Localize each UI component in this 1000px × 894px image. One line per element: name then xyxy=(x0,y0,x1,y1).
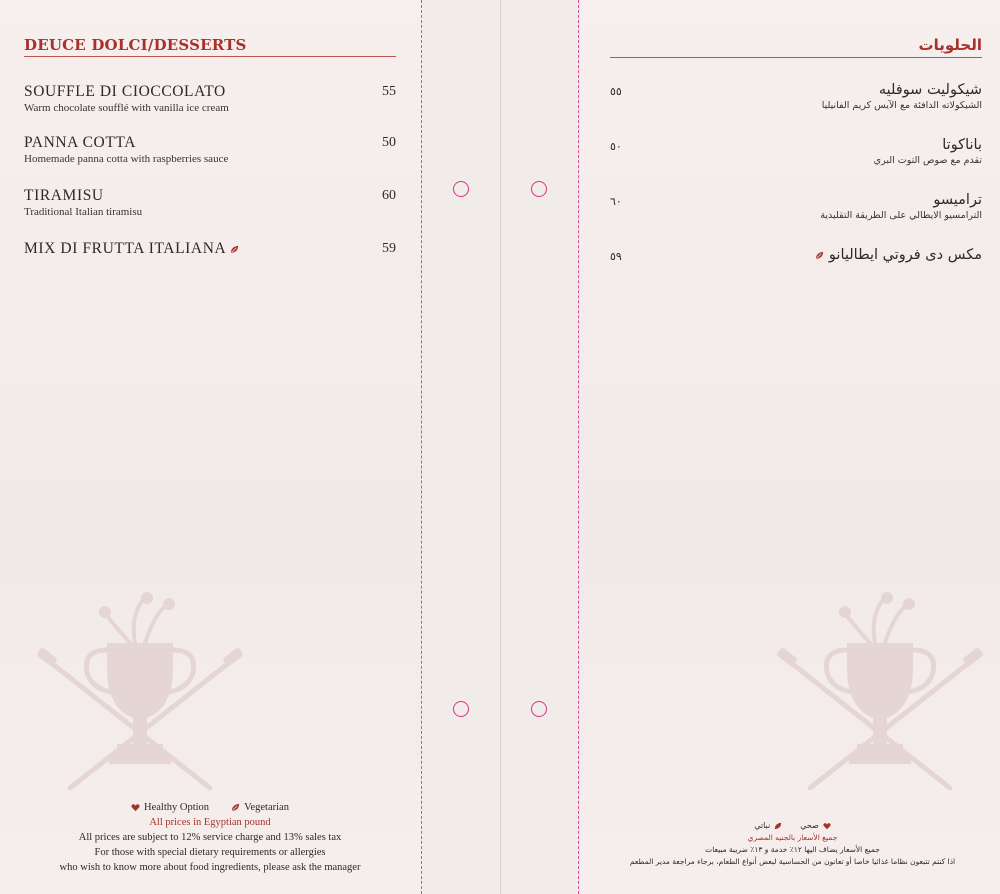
legend-vegetarian xyxy=(231,800,289,815)
legend xyxy=(600,820,985,832)
cut-line-left xyxy=(421,0,422,894)
tax-note: جميع الأسعار يضاف اليها ١٢٪ خدمة و ١٣٪ ضريبة مبيعات xyxy=(705,845,880,854)
item-price: 50 xyxy=(382,135,396,150)
menu-item xyxy=(24,187,396,218)
item-name: شيكوليت سوفليه xyxy=(878,82,982,98)
menu-item xyxy=(610,137,982,166)
item-price: 59 xyxy=(382,241,396,256)
trophy-emblem-icon xyxy=(35,588,245,798)
item-name: SOUFFLE DI CIOCCOLATO xyxy=(24,83,226,100)
currency-note: جميع الأسعار بالجنيه المصري xyxy=(747,833,838,842)
item-name: تراميسو xyxy=(933,192,982,208)
binding-hole xyxy=(531,181,547,197)
item-name: MIX DI FRUTTA ITALIANA xyxy=(24,240,226,257)
item-description: الشيكولاته الدافئة مع الآيس كريم الفانيليا xyxy=(821,100,982,111)
legend-vegetarian-label: نباتي xyxy=(754,821,771,830)
item-price: 55 xyxy=(382,84,396,99)
legend-healthy xyxy=(800,820,831,832)
cut-line-right xyxy=(578,0,579,894)
menu-item xyxy=(610,82,982,111)
currency-note: All prices in Egyptian pound xyxy=(149,817,271,828)
legend-vegetarian-label: Vegetarian xyxy=(244,802,289,813)
item-price: ٥٩ xyxy=(610,250,622,263)
heart-icon xyxy=(823,822,831,830)
item-price: 60 xyxy=(382,188,396,203)
title-rule xyxy=(610,57,982,58)
item-description: Homemade panna cotta with raspberries sauce xyxy=(24,153,229,165)
vegetarian-leaf-icon xyxy=(231,803,240,812)
diet-note-line2: who wish to know more about food ingredients, please ask the manager xyxy=(59,862,361,873)
footer-notes-arabic xyxy=(600,820,985,868)
legend-vegetarian xyxy=(754,820,782,832)
menu-item xyxy=(610,192,982,221)
page-title-arabic: الحلويات xyxy=(918,36,982,54)
menu-item xyxy=(24,83,396,114)
binding-hole xyxy=(531,701,547,717)
page-gutter xyxy=(422,0,580,894)
item-name-row xyxy=(24,240,396,258)
legend-healthy-label: Healthy Option xyxy=(144,802,210,813)
item-name-row xyxy=(610,247,982,263)
title-rule xyxy=(24,56,396,57)
item-description: الترامسيو الايطالي على الطريقة التقليدية xyxy=(820,210,982,221)
vegetarian-leaf-icon xyxy=(774,822,782,830)
binding-hole xyxy=(453,701,469,717)
item-name: باناكوتا xyxy=(942,137,982,153)
vegetarian-leaf-icon xyxy=(815,251,824,260)
heart-icon xyxy=(131,803,140,812)
menu-item xyxy=(24,134,396,165)
legend-healthy-label: صحي xyxy=(800,821,819,830)
item-name: PANNA COTTA xyxy=(24,134,137,151)
item-description: تقدم مع صوص التوت البري xyxy=(873,155,982,166)
item-price: ٥٥ xyxy=(610,85,622,98)
tax-note: All prices are subject to 12% service charge and 13% sales tax xyxy=(78,832,342,843)
binding-hole xyxy=(453,181,469,197)
legend-healthy xyxy=(131,800,209,815)
item-price: ٦٠ xyxy=(610,195,622,208)
item-description: Warm chocolate soufflé with vanilla ice cream xyxy=(24,102,229,114)
legend xyxy=(24,800,396,815)
trophy-emblem-icon xyxy=(775,588,985,798)
menu-item xyxy=(610,247,982,263)
diet-note-line1: For those with special dietary requirements or allergies xyxy=(94,847,326,858)
item-description: Traditional Italian tiramisu xyxy=(24,206,143,218)
diet-note: اذا كنتم تتبعون نظاما غذائيا خاصا أو تعانون من الحساسية لبعض أنواع الطعام، برجاء مراجعة مدير المطعم xyxy=(629,857,956,866)
menu-item xyxy=(24,240,396,258)
vegetarian-leaf-icon xyxy=(230,245,239,254)
item-name: TIRAMISU xyxy=(24,187,104,204)
item-price: ٥٠ xyxy=(610,140,622,153)
center-fold xyxy=(500,0,501,894)
footer-notes xyxy=(24,800,396,875)
page-title: DEUCE DOLCI/DESSERTS xyxy=(24,36,247,54)
item-name: مكس دى فروتي ايطاليانو xyxy=(828,247,982,263)
